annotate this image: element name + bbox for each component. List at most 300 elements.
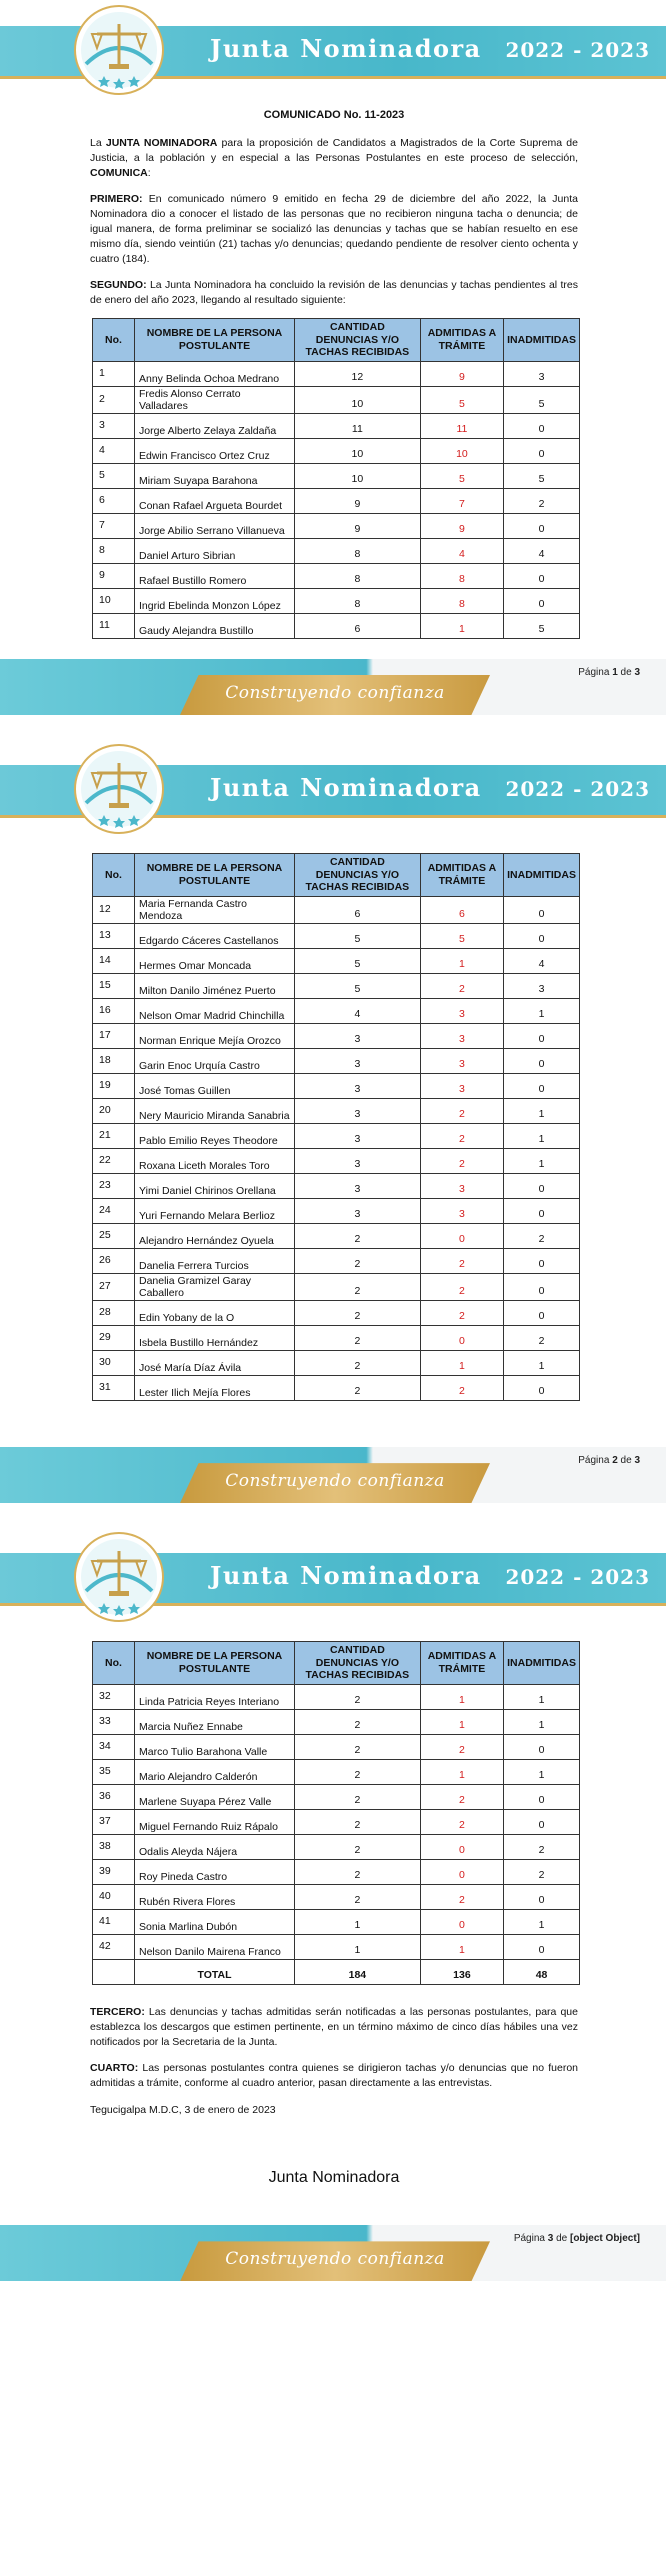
- table-row: [93, 1884, 580, 1909]
- inadmissible-count: 1: [504, 1684, 580, 1709]
- inadmissible-count: 0: [504, 923, 580, 948]
- page-number: Página 2 de 3: [578, 1455, 640, 1467]
- inadmissible-count: 0: [504, 1934, 580, 1959]
- complaints-received: 3: [295, 1098, 421, 1123]
- intro-bold2: COMUNICA: [90, 167, 148, 180]
- row-number: 23: [93, 1173, 135, 1198]
- date-line: Tegucigalpa M.D.C, 3 de enero de 2023: [90, 2103, 276, 2116]
- inadmissible-count: 0: [504, 1376, 580, 1401]
- table-row: [93, 1148, 580, 1173]
- inadmissible-count: 0: [504, 1884, 580, 1909]
- th-no: No.: [93, 1642, 135, 1685]
- total-row: [93, 1959, 580, 1984]
- inadmissible-count: 0: [504, 514, 580, 539]
- footer-motto: Construyendo confianza: [225, 1471, 445, 1492]
- admitted-count: 5: [420, 386, 503, 413]
- table-row: [93, 564, 580, 589]
- table-row: [93, 1048, 580, 1073]
- admitted-count: 2: [420, 973, 503, 998]
- table-row: [93, 1326, 580, 1351]
- row-number: 27: [93, 1273, 135, 1300]
- primero-text: En comunicado número 9 emitido en fecha 29 de diciembre del año 2022, la Junta Nominadora dio a conocer el listado de las personas que no recibieron ninguna tacha o denuncia; de igual manera, de forma preliminar se socializó las denuncias y tachas que se habían resuelto en ese mismo día, siendo veintiún (21) tachas y/o denuncias; quedando pendiente de resolver ciento ochenta y cuatro (184).: [90, 192, 578, 266]
- row-number: 6: [93, 489, 135, 514]
- admitted-count: 1: [420, 614, 503, 639]
- inadmissible-count: 0: [504, 1073, 580, 1098]
- complaints-received: 8: [295, 564, 421, 589]
- row-number: 31: [93, 1376, 135, 1401]
- complaints-received: 2: [295, 1884, 421, 1909]
- postulant-name: Jorge Abilio Serrano Villanueva: [135, 514, 295, 539]
- table-row: [93, 948, 580, 973]
- row-number: 25: [93, 1223, 135, 1248]
- inadmissible-count: 0: [504, 564, 580, 589]
- postulant-name: Yuri Fernando Melara Berlioz: [135, 1198, 295, 1223]
- row-number: 4: [93, 439, 135, 464]
- th-no: No.: [93, 854, 135, 897]
- intro-bold: JUNTA NOMINADORA: [105, 136, 218, 149]
- row-number: 11: [93, 614, 135, 639]
- row-number: 10: [93, 589, 135, 614]
- admitted-count: 9: [420, 514, 503, 539]
- inadmissible-count: 0: [504, 414, 580, 439]
- table-row: [93, 1784, 580, 1809]
- inadmissible-count: 0: [504, 1173, 580, 1198]
- row-number: 17: [93, 1023, 135, 1048]
- total-count: 184: [295, 1959, 421, 1984]
- total-admitted: 136: [420, 1959, 503, 1984]
- row-number: 40: [93, 1884, 135, 1909]
- complaints-received: 2: [295, 1684, 421, 1709]
- row-number: 2: [93, 386, 135, 413]
- postulant-name: Marco Tulio Barahona Valle: [135, 1734, 295, 1759]
- inadmissible-count: 2: [504, 1223, 580, 1248]
- postulant-name: Edin Yobany de la O: [135, 1301, 295, 1326]
- postulant-name: Roxana Liceth Morales Toro: [135, 1148, 295, 1173]
- complaints-received: 3: [295, 1073, 421, 1098]
- scales-of-justice-logo-icon: [64, 741, 174, 837]
- cuarto-paragraph: [90, 2061, 578, 2091]
- row-number: 32: [93, 1684, 135, 1709]
- tercero-text: Las denuncias y tachas admitidas serán notificadas a las personas postulantes, para que establezca los descargos que estimen pertinente, en un término máximo de cinco días hábiles una vez notificados por la Secretaria de la Junta.: [90, 2005, 578, 2049]
- complaints-received: 10: [295, 386, 421, 413]
- page-header: [0, 739, 666, 839]
- signature-name: Junta Nominadora: [268, 2169, 400, 2187]
- inadmissible-count: 1: [504, 998, 580, 1023]
- postulant-name: Lester Ilich Mejía Flores: [135, 1376, 295, 1401]
- inadmissible-count: 0: [504, 1248, 580, 1273]
- admitted-count: 3: [420, 998, 503, 1023]
- row-number: 5: [93, 464, 135, 489]
- table-row: [93, 923, 580, 948]
- inadmissible-count: 0: [504, 1809, 580, 1834]
- admitted-count: 1: [420, 1351, 503, 1376]
- complaints-received: 10: [295, 464, 421, 489]
- complaints-received: 3: [295, 1198, 421, 1223]
- admitted-count: 1: [420, 1684, 503, 1709]
- admitted-count: 2: [420, 1248, 503, 1273]
- postulant-name: Odalis Aleyda Nájera: [135, 1834, 295, 1859]
- admitted-count: 0: [420, 1909, 503, 1934]
- inadmissible-count: 0: [504, 1273, 580, 1300]
- table-row: [93, 1934, 580, 1959]
- table-row: [93, 1909, 580, 1934]
- header-title: Junta Nominadora: [210, 34, 482, 63]
- intro-post: para la proposición de Candidatos a Magistrados de la Corte Suprema de Justicia, a la población y en especial a las Personas Postulantes en este proceso de selección,: [90, 136, 578, 165]
- postulant-name: Nery Mauricio Miranda Sanabria: [135, 1098, 295, 1123]
- admitted-count: 2: [420, 1273, 503, 1300]
- inadmissible-count: 4: [504, 539, 580, 564]
- row-number: 33: [93, 1709, 135, 1734]
- header-title: Junta Nominadora: [210, 773, 482, 803]
- communique-title: COMUNICADO No. 11-2023: [263, 109, 405, 121]
- admitted-count: 1: [420, 1759, 503, 1784]
- complaints-received: 2: [295, 1784, 421, 1809]
- row-number: 8: [93, 539, 135, 564]
- page-footer: [0, 2219, 666, 2289]
- complaints-received: 12: [295, 361, 421, 386]
- th-admitted: ADMITIDAS A TRÁMITE: [420, 1642, 503, 1685]
- page-footer: [0, 653, 666, 723]
- admitted-count: 1: [420, 1934, 503, 1959]
- admitted-count: 10: [420, 439, 503, 464]
- complaints-received: 2: [295, 1376, 421, 1401]
- th-name: NOMBRE DE LA PERSONA POSTULANTE: [135, 1642, 295, 1685]
- scales-of-justice-logo-icon: [64, 2, 174, 98]
- header-years: 2022 - 2023: [505, 777, 650, 802]
- postulant-name: Mario Alejandro Calderón: [135, 1759, 295, 1784]
- admitted-count: 8: [420, 564, 503, 589]
- row-number: 21: [93, 1123, 135, 1148]
- segundo-paragraph: [90, 278, 578, 308]
- inadmissible-count: 0: [504, 896, 580, 923]
- admitted-count: 6: [420, 896, 503, 923]
- header-years: 2022 - 2023: [505, 38, 650, 62]
- page-content: [0, 108, 666, 639]
- postulant-name: Rubén Rivera Flores: [135, 1884, 295, 1909]
- page-footer: [0, 1441, 666, 1511]
- admitted-count: 2: [420, 1784, 503, 1809]
- total-label: TOTAL: [135, 1959, 295, 1984]
- th-admitted: ADMITIDAS A TRÁMITE: [420, 319, 503, 362]
- complaints-received: 2: [295, 1809, 421, 1834]
- segundo-text: La Junta Nominadora ha concluido la revisión de las denuncias y tachas pendientes al tres de enero del año 2023, llegando al resultado siguiente:: [90, 278, 578, 306]
- inadmissible-count: 1: [504, 1759, 580, 1784]
- inadmissible-count: 1: [504, 1148, 580, 1173]
- admitted-count: 2: [420, 1123, 503, 1148]
- complaints-received: 1: [295, 1909, 421, 1934]
- page-content: [0, 1641, 666, 2189]
- complaints-received: 1: [295, 1934, 421, 1959]
- tercero-label: TERCERO:: [90, 2005, 145, 2018]
- table-row: [93, 896, 580, 923]
- row-number: 20: [93, 1098, 135, 1123]
- postulant-name: Linda Patricia Reyes Interiano: [135, 1684, 295, 1709]
- complaints-received: 3: [295, 1173, 421, 1198]
- admitted-count: 3: [420, 1023, 503, 1048]
- postulant-name: Yimi Daniel Chirinos Orellana: [135, 1173, 295, 1198]
- postulant-name: Rafael Bustillo Romero: [135, 564, 295, 589]
- admitted-count: 3: [420, 1198, 503, 1223]
- row-number: 41: [93, 1909, 135, 1934]
- table-row: [93, 1709, 580, 1734]
- inadmissible-count: 0: [504, 1784, 580, 1809]
- row-number: 34: [93, 1734, 135, 1759]
- intro-pre: La: [90, 136, 106, 149]
- complaints-received: 6: [295, 896, 421, 923]
- complaints-received: 2: [295, 1351, 421, 1376]
- admitted-count: 2: [420, 1301, 503, 1326]
- inadmissible-count: 2: [504, 1859, 580, 1884]
- table-row: [93, 1123, 580, 1148]
- page-1: [0, 0, 666, 723]
- complaints-received: 3: [295, 1148, 421, 1173]
- table-row: [93, 1734, 580, 1759]
- row-number: 29: [93, 1326, 135, 1351]
- table-row: [93, 361, 580, 386]
- table-row: [93, 1834, 580, 1859]
- results-table: [92, 1641, 580, 1985]
- row-number: 24: [93, 1198, 135, 1223]
- complaints-received: 2: [295, 1709, 421, 1734]
- row-number: 37: [93, 1809, 135, 1834]
- primero-paragraph: [90, 192, 578, 268]
- header-title: Junta Nominadora: [210, 1561, 482, 1591]
- postulant-name: Sonia Marlina Dubón: [135, 1909, 295, 1934]
- tercero-paragraph: [90, 2005, 578, 2051]
- table-row: [93, 1376, 580, 1401]
- complaints-received: 2: [295, 1248, 421, 1273]
- row-number: 13: [93, 923, 135, 948]
- complaints-received: 3: [295, 1048, 421, 1073]
- inadmissible-count: 1: [504, 1909, 580, 1934]
- scales-of-justice-logo-icon: [64, 1529, 174, 1625]
- inadmissible-count: 5: [504, 614, 580, 639]
- row-number: 39: [93, 1859, 135, 1884]
- complaints-received: 9: [295, 514, 421, 539]
- inadmissible-count: 3: [504, 973, 580, 998]
- table-row: [93, 1684, 580, 1709]
- complaints-received: 3: [295, 1123, 421, 1148]
- complaints-received: 3: [295, 1023, 421, 1048]
- postulant-name: Milton Danilo Jiménez Puerto: [135, 973, 295, 998]
- postulant-name: Fredis Alonso Cerrato Valladares: [135, 386, 295, 413]
- table-row: [93, 464, 580, 489]
- table-row: [93, 998, 580, 1023]
- admitted-count: 2: [420, 1809, 503, 1834]
- inadmissible-count: 0: [504, 1198, 580, 1223]
- th-inadmissible: INADMITIDAS: [504, 854, 580, 897]
- row-number: 18: [93, 1048, 135, 1073]
- table-row: [93, 1198, 580, 1223]
- complaints-received: 2: [295, 1223, 421, 1248]
- inadmissible-count: 0: [504, 1734, 580, 1759]
- page-header: [0, 0, 666, 100]
- table-row: [93, 1248, 580, 1273]
- table-row: [93, 489, 580, 514]
- row-number: 14: [93, 948, 135, 973]
- th-no: No.: [93, 319, 135, 362]
- complaints-received: 6: [295, 614, 421, 639]
- row-number: 36: [93, 1784, 135, 1809]
- table-row: [93, 1098, 580, 1123]
- postulant-name: Pablo Emilio Reyes Theodore: [135, 1123, 295, 1148]
- inadmissible-count: 1: [504, 1351, 580, 1376]
- table-row: [93, 1273, 580, 1300]
- admitted-count: 0: [420, 1326, 503, 1351]
- admitted-count: 5: [420, 923, 503, 948]
- postulant-name: Hermes Omar Moncada: [135, 948, 295, 973]
- table-row: [93, 514, 580, 539]
- table-row: [93, 1809, 580, 1834]
- inadmissible-count: 3: [504, 361, 580, 386]
- table-row: [93, 973, 580, 998]
- table-row: [93, 1351, 580, 1376]
- postulant-name: Marcia Nuñez Ennabe: [135, 1709, 295, 1734]
- complaints-received: 8: [295, 539, 421, 564]
- admitted-count: 2: [420, 1734, 503, 1759]
- complaints-received: 4: [295, 998, 421, 1023]
- complaints-received: 2: [295, 1273, 421, 1300]
- th-count: CANTIDAD DENUNCIAS Y/O TACHAS RECIBIDAS: [295, 319, 421, 362]
- row-number: 1: [93, 361, 135, 386]
- admitted-count: 2: [420, 1884, 503, 1909]
- table-row: [93, 386, 580, 413]
- table-row: [93, 1223, 580, 1248]
- admitted-count: 11: [420, 414, 503, 439]
- postulant-name: Edwin Francisco Ortez Cruz: [135, 439, 295, 464]
- admitted-count: 1: [420, 1709, 503, 1734]
- complaints-received: 9: [295, 489, 421, 514]
- postulant-name: Maria Fernanda Castro Mendoza: [135, 896, 295, 923]
- inadmissible-count: 0: [504, 1023, 580, 1048]
- complaints-received: 2: [295, 1734, 421, 1759]
- header-years: 2022 - 2023: [505, 1565, 650, 1590]
- inadmissible-count: 5: [504, 464, 580, 489]
- postulant-name: Alejandro Hernández Oyuela: [135, 1223, 295, 1248]
- table-row: [93, 1023, 580, 1048]
- admitted-count: 9: [420, 361, 503, 386]
- inadmissible-count: 1: [504, 1709, 580, 1734]
- admitted-count: 2: [420, 1148, 503, 1173]
- complaints-received: 2: [295, 1326, 421, 1351]
- inadmissible-count: 1: [504, 1098, 580, 1123]
- postulant-name: Daniel Arturo Sibrian: [135, 539, 295, 564]
- admitted-count: 2: [420, 1098, 503, 1123]
- postulant-name: Roy Pineda Castro: [135, 1859, 295, 1884]
- inadmissible-count: 0: [504, 1048, 580, 1073]
- row-number: 30: [93, 1351, 135, 1376]
- postulant-name: Anny Belinda Ochoa Medrano: [135, 361, 295, 386]
- table-row: [93, 1073, 580, 1098]
- postulant-name: Marlene Suyapa Pérez Valle: [135, 1784, 295, 1809]
- page-content: [0, 853, 666, 1401]
- row-number: 42: [93, 1934, 135, 1959]
- page-separator: [0, 723, 666, 739]
- total-empty-cell: [93, 1959, 135, 1984]
- footer-motto: Construyendo confianza: [225, 2249, 445, 2270]
- inadmissible-count: 4: [504, 948, 580, 973]
- th-count: CANTIDAD DENUNCIAS Y/O TACHAS RECIBIDAS: [295, 854, 421, 897]
- footer-motto: Construyendo confianza: [225, 683, 445, 704]
- row-number: 15: [93, 973, 135, 998]
- admitted-count: 0: [420, 1223, 503, 1248]
- table-row: [93, 1759, 580, 1784]
- admitted-count: 0: [420, 1859, 503, 1884]
- postulant-name: Jorge Alberto Zelaya Zaldaña: [135, 414, 295, 439]
- admitted-count: 7: [420, 489, 503, 514]
- postulant-name: Isbela Bustillo Hernández: [135, 1326, 295, 1351]
- postulant-name: Edgardo Cáceres Castellanos: [135, 923, 295, 948]
- admitted-count: 2: [420, 1376, 503, 1401]
- row-number: 7: [93, 514, 135, 539]
- postulant-name: Nelson Omar Madrid Chinchilla: [135, 998, 295, 1023]
- table-row: [93, 1301, 580, 1326]
- inadmissible-count: 0: [504, 439, 580, 464]
- postulant-name: Norman Enrique Mejía Orozco: [135, 1023, 295, 1048]
- row-number: 3: [93, 414, 135, 439]
- postulant-name: Nelson Danilo Mairena Franco: [135, 1934, 295, 1959]
- complaints-received: 11: [295, 414, 421, 439]
- postulant-name: Miriam Suyapa Barahona: [135, 464, 295, 489]
- postulant-name: Garin Enoc Urquía Castro: [135, 1048, 295, 1073]
- row-number: 35: [93, 1759, 135, 1784]
- table-row: [93, 614, 580, 639]
- th-inadmissible: INADMITIDAS: [504, 319, 580, 362]
- admitted-count: 8: [420, 589, 503, 614]
- page-header: [0, 1527, 666, 1627]
- complaints-received: 10: [295, 439, 421, 464]
- postulant-name: Miguel Fernando Ruiz Rápalo: [135, 1809, 295, 1834]
- inadmissible-count: 0: [504, 1301, 580, 1326]
- segundo-label: SEGUNDO:: [90, 278, 147, 291]
- row-number: 38: [93, 1834, 135, 1859]
- primero-label: PRIMERO:: [90, 192, 143, 205]
- row-number: 16: [93, 998, 135, 1023]
- intro-paragraph: [90, 136, 578, 182]
- complaints-received: 8: [295, 589, 421, 614]
- table-row: [93, 589, 580, 614]
- admitted-count: 1: [420, 948, 503, 973]
- page-3: [0, 1527, 666, 2289]
- admitted-count: 3: [420, 1073, 503, 1098]
- table-row: [93, 414, 580, 439]
- inadmissible-count: 1: [504, 1123, 580, 1148]
- intro-end: :: [147, 167, 151, 180]
- complaints-received: 2: [295, 1859, 421, 1884]
- admitted-count: 3: [420, 1173, 503, 1198]
- th-name: NOMBRE DE LA PERSONA POSTULANTE: [135, 319, 295, 362]
- inadmissible-count: 2: [504, 1326, 580, 1351]
- complaints-received: 2: [295, 1301, 421, 1326]
- row-number: 9: [93, 564, 135, 589]
- inadmissible-count: 2: [504, 489, 580, 514]
- page-number: Página 1 de 3: [578, 667, 640, 679]
- postulant-name: Ingrid Ebelinda Monzon López: [135, 589, 295, 614]
- postulant-name: Conan Rafael Argueta Bourdet: [135, 489, 295, 514]
- postulant-name: José Tomas Guillen: [135, 1073, 295, 1098]
- postulant-name: Danelia Gramizel Garay Caballero: [135, 1273, 295, 1300]
- page-2: [0, 739, 666, 1511]
- row-number: 26: [93, 1248, 135, 1273]
- admitted-count: 3: [420, 1048, 503, 1073]
- postulant-name: Danelia Ferrera Turcios: [135, 1248, 295, 1273]
- admitted-count: 4: [420, 539, 503, 564]
- complaints-received: 2: [295, 1759, 421, 1784]
- table-row: [93, 439, 580, 464]
- total-inadmissible: 48: [504, 1959, 580, 1984]
- inadmissible-count: 5: [504, 386, 580, 413]
- row-number: 19: [93, 1073, 135, 1098]
